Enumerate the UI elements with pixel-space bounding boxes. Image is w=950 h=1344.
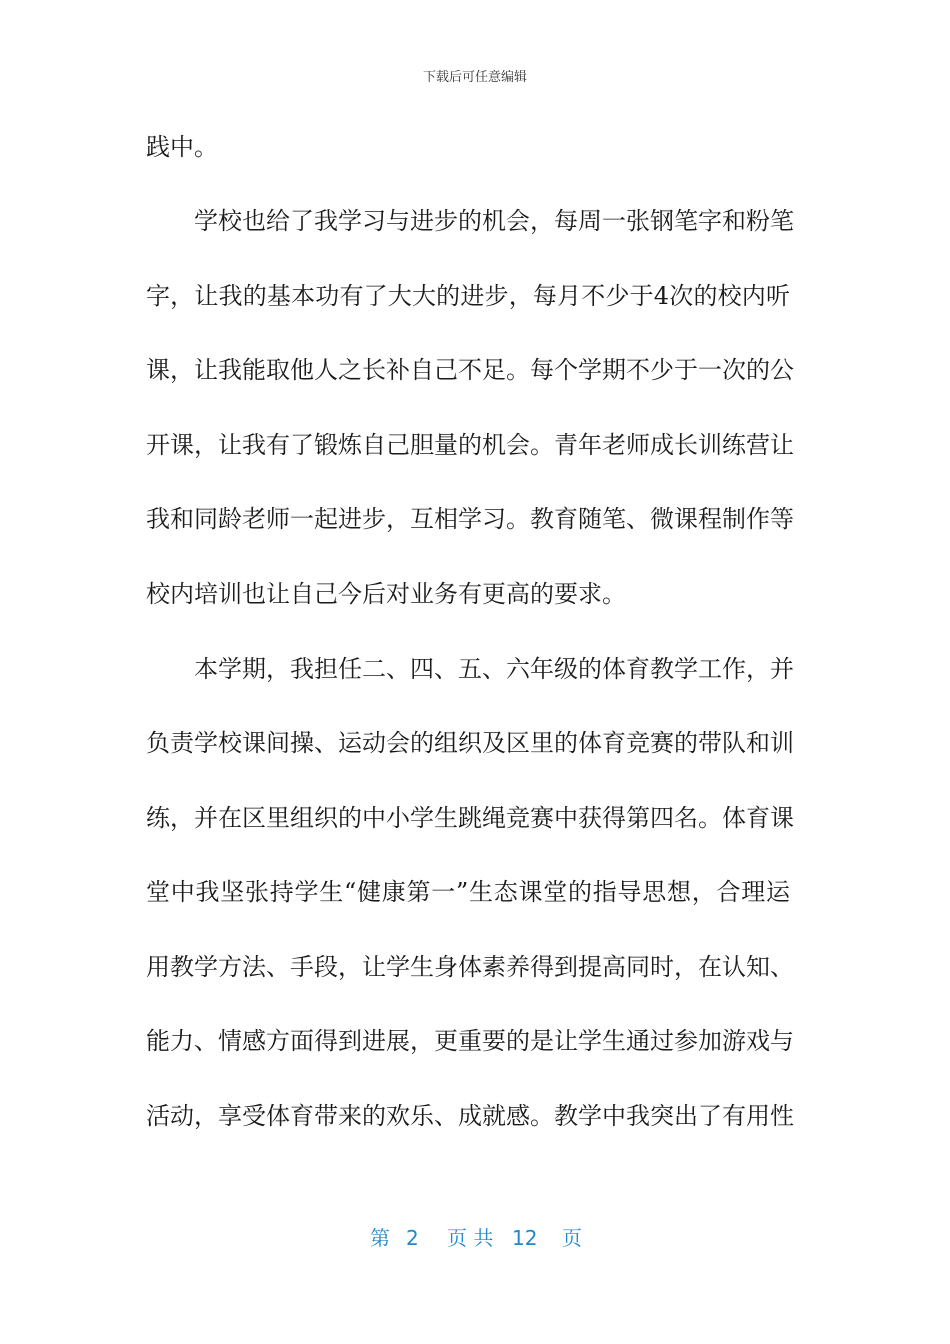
paragraph-first-line: 学校也给了我学习与进步的机会，每周一张钢笔字和粉笔 — [194, 207, 794, 235]
text-line: 践中。 — [146, 133, 218, 161]
total-pages-number: 12 — [512, 1226, 538, 1250]
text-line: 堂中我坚张持学生“健康第一”生态课堂的指导思想，合理运 — [146, 878, 790, 906]
footer-label-ye: 页 — [562, 1226, 582, 1250]
text-line: 校内培训也让自己今后对业务有更高的要求。 — [146, 580, 626, 608]
footer-label-di: 第 — [370, 1226, 390, 1250]
text-line: 能力、情感方面得到进展，更重要的是让学生通过参加游戏与 — [146, 1027, 794, 1055]
text-line: 负责学校课间操、运动会的组织及区里的体育竞赛的带队和训 — [146, 729, 794, 757]
text-line: 活动，享受体育带来的欢乐、成就感。教学中我突出了有用性 — [146, 1102, 794, 1130]
paragraph-first-line: 本学期，我担任二、四、五、六年级的体育教学工作，并 — [194, 655, 794, 683]
text-line: 我和同龄老师一起进步，互相学习。教育随笔、微课程制作等 — [146, 505, 794, 533]
page-header: 下载后可任意编辑 — [422, 70, 527, 85]
page-footer — [0, 1222, 950, 1254]
text-line: 练，并在区里组织的中小学生跳绳竞赛中获得第四名。体育课 — [146, 804, 794, 832]
current-page-number: 2 — [406, 1226, 419, 1250]
text-line: 字，让我的基本功有了大大的进步，每月不少于4次的校内听 — [146, 282, 790, 310]
text-line: 用教学方法、手段，让学生身体素养得到提高同时，在认知、 — [146, 953, 794, 981]
footer-label-ye-gong: 页 共 — [447, 1226, 494, 1250]
text-line: 课，让我能取他人之长补自己不足。每个学期不少于一次的公 — [146, 356, 794, 384]
text-line: 开课，让我有了锻炼自己胆量的机会。青年老师成长训练营让 — [146, 431, 794, 459]
